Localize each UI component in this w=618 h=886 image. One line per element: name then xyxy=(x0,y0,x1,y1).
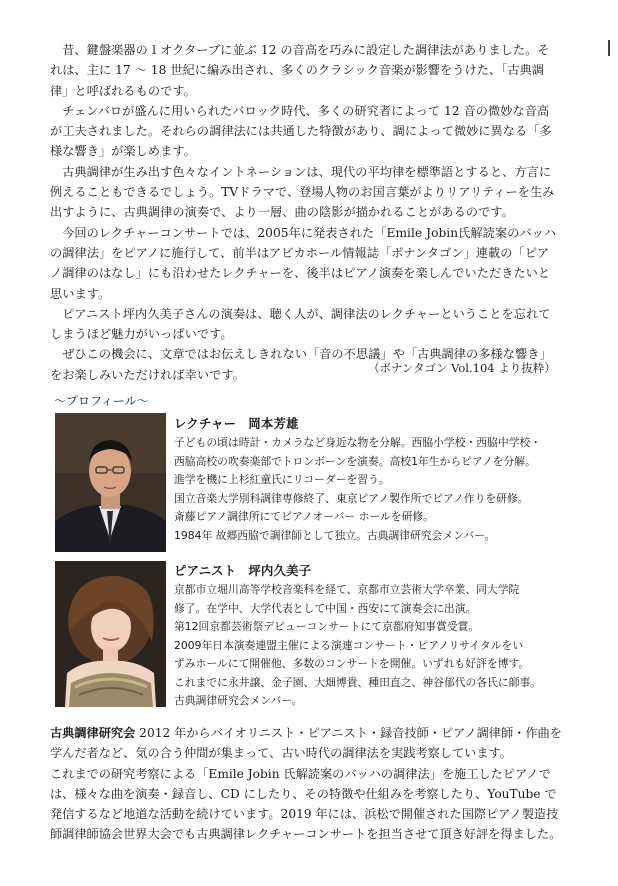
pianist-name: 坪内久美子 xyxy=(248,564,312,578)
lecturer-photo xyxy=(55,413,166,552)
intro-text xyxy=(50,40,560,385)
bio-line: 進学を機に上杉紅童氏にリコーダーを習う。 xyxy=(174,473,390,486)
page-edge-mark xyxy=(608,40,610,56)
bio-line: 修了。在学中、大学代表として中国・西安にて演奏会に出演。 xyxy=(174,601,477,615)
pianist-photo xyxy=(55,561,166,707)
intro-paragraph: ぜひこの機会に、文章ではお伝えしきれない「音の不思議」や「古典調律の多様な響き」をお楽しみいただければ幸いです。 xyxy=(50,347,552,382)
lecturer-name: 岡本芳雄 xyxy=(248,417,299,431)
profile-heading: ～プロフィール～ xyxy=(54,394,149,408)
intro-paragraph: 古典調律が生み出す色々なイントネーションは、現代の平均律を標準語とすると、方言に例えることもできるでしょう。TVドラマで、登場人物のお国言葉がよりリアリティーを生み出すように、古典調律の演奏で、より一層、曲の陰影が描かれることがあるのです。 xyxy=(50,164,555,220)
society-paragraph: これまでの研究考察による「Emile Jobin 氏解読案のバッハの調律法」を施工したピアノでは、様々な曲を演奏・録音し、CD にしたり、その特徴や仕組みを考察したり、YouTube で発信するなど地道な活動を続けています。2019 年には、浜松で開催された国際ピアノ製造技師調律師協会世界大会でも古典調律レクチャーコンサートを担当させて頂き好評を得ました。 xyxy=(50,766,562,842)
intro-paragraph: 今回のレクチャーコンサートでは、2005年に発表された「Emile Jobin氏解読案のバッハの調律法」をピアノに施行して、前半はアビカホール情報誌「ボナンタゴン」連載の「ピアノ調律のはなし」にも沿わせたレクチャーを、後半はピアノ演奏を楽しんでいただきたいと思います。 xyxy=(50,225,557,301)
bio-line: これまでに永井譲、金子園、大畑博貴、種田直之、神谷郁代の各氏に師事。 xyxy=(174,675,542,689)
society-name: 古典調律研究会 xyxy=(50,726,136,740)
intro-paragraph: ピアニスト坪内久美子さんの演奏は、聴く人が、調律法のレクチャーということを忘れてしまうほど魅力がいっぱいです。 xyxy=(50,306,551,342)
intro-paragraph: チェンバロが盛んに用いられたバロック時代、多くの研究者によって 12 音の微妙な音高が工夫されました。それらの調律法には共通した特徴があり、調によって微妙に異なる「多様な響き」が楽しめます。 xyxy=(50,103,552,159)
bio-line: 2009年日本演奏連盟主催による演連コンサート・ピアノリサイタルをい xyxy=(174,638,524,652)
society-paragraph xyxy=(50,723,565,764)
lecturer-role: レクチャー xyxy=(174,417,237,431)
bio-line: ずみホールにて開催他、多数のコンサートを開催。いずれも好評を博す。 xyxy=(174,657,530,670)
source-citation: （ボナンタゴン Vol.104 より抜粋） xyxy=(368,361,556,375)
pianist-role: ピアニスト xyxy=(174,564,237,578)
bio-line: 斎藤ピアノ調律所にてピアノオーバー ホールを研修。 xyxy=(174,510,434,523)
intro-paragraph: 昔、鍵盤楽器の１オクターブに並ぶ 12 の音高を巧みに設定した調律法がありました。それは、主に 17 ～ 18 世紀に編み出され、多くのクラシック音楽が影響をうけた、「古典調律」と呼ばれるものです。 xyxy=(50,43,550,98)
pianist-name-line xyxy=(174,562,564,580)
society-text: 2012 年からバイオリニスト・ピアニスト・録音技師・ピアノ調律師・作曲を学んだ者など、気の合う仲間が集まって、古い時代の調律法を実践考察しています。 xyxy=(50,726,562,761)
bio-line: 国立音楽大学別科調律専修終了、東京ピアノ製作所でピアノ作りを研修。 xyxy=(174,491,529,505)
pianist-bio xyxy=(174,562,564,711)
bio-line: 1984年 故郷西脇で調律師として独立。古典調律研究会メンバー。 xyxy=(174,528,496,542)
bio-line: 京都市立堀川高等学校音楽科を経て、京都市立芸術大学卒業、同大学院 xyxy=(174,583,520,596)
bio-line: 子どもの頃は時計・カメラなど身近な物を分解。西脇小学校・西脇中学校・ xyxy=(174,436,542,449)
bio-line: 西脇高校の吹奏楽部でトロンボーンを演奏。高校1年生からピアノを分解。 xyxy=(174,454,536,468)
society-section xyxy=(50,723,565,845)
lecturer-name-line xyxy=(174,415,564,433)
bio-line: 第12回京都芸術祭デビューコンサートにて京都府知事賞受賞。 xyxy=(174,620,480,633)
bio-line: 古典調律研究会メンバー。 xyxy=(174,694,303,707)
lecturer-bio xyxy=(174,415,564,545)
